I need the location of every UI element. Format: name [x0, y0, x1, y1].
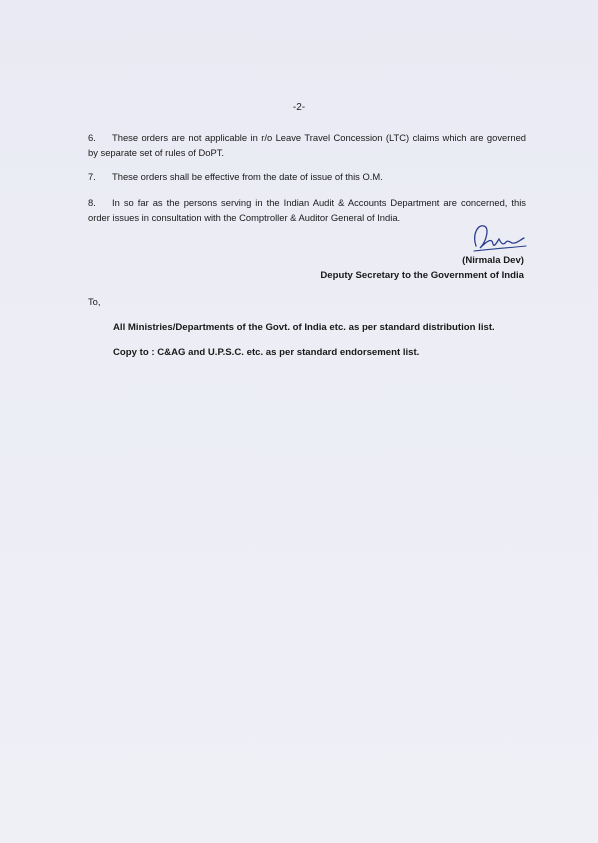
paragraph-8 [88, 196, 526, 225]
copy-to-line: Copy to : C&AG and U.P.S.C. etc. as per standard endorsement list. [113, 347, 420, 358]
paragraph-text: In so far as the persons serving in the Indian Audit & Accounts Department are concerned, this order issues in consultation with the Comptroller & Auditor General of India. [88, 197, 526, 223]
paragraph-text: These orders shall be effective from the date of issue of this O.M. [112, 171, 383, 182]
paragraph-number: 8. [88, 197, 96, 208]
distribution-line: All Ministries/Departments of the Govt. of India etc. as per standard distribution list. [113, 322, 495, 333]
paragraph-7 [88, 170, 526, 185]
paragraph-number: 7. [88, 171, 96, 182]
to-label: To, [88, 296, 101, 307]
signatory-name: (Nirmala Dev) [462, 255, 524, 266]
handwritten-signature [466, 220, 530, 256]
page-number: -2- [292, 102, 306, 113]
signatory-designation: Deputy Secretary to the Government of India [320, 270, 524, 281]
paragraph-6 [88, 131, 526, 160]
paragraph-text: These orders are not applicable in r/o Leave Travel Concession (LTC) claims which are governed by separate set of rules of DoPT. [88, 132, 526, 158]
paragraph-number: 6. [88, 132, 96, 143]
